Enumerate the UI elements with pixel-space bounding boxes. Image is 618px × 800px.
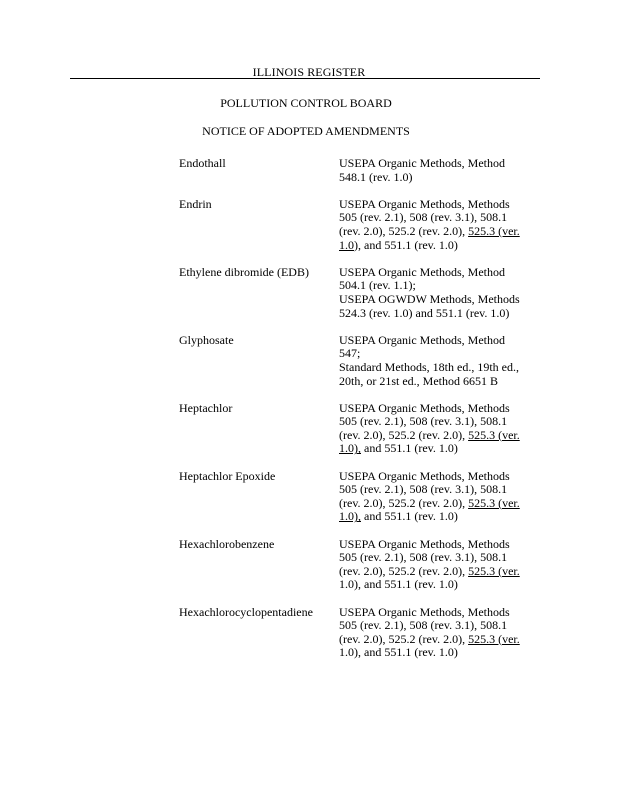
method-line bbox=[339, 157, 539, 171]
method-text: USEPA Organic Methods, Methods bbox=[339, 468, 510, 483]
amended-text: 525.3 (ver. bbox=[468, 223, 520, 238]
method-line bbox=[339, 470, 539, 484]
analytical-method bbox=[339, 538, 539, 592]
contaminant-name: Hexachlorocyclopentadiene bbox=[179, 604, 313, 619]
amended-text: 525.3 (ver. bbox=[468, 631, 520, 646]
method-line bbox=[339, 171, 539, 185]
method-text: 547; bbox=[339, 346, 361, 361]
method-line bbox=[339, 619, 539, 633]
header-divider bbox=[70, 78, 540, 79]
method-text: 505 (rev. 2.1), 508 (rev. 3.1), 508.1 bbox=[339, 482, 508, 497]
method-line bbox=[339, 266, 539, 280]
contaminant-name: Heptachlor bbox=[179, 400, 233, 415]
method-line bbox=[339, 279, 539, 293]
contaminant-method-list bbox=[179, 157, 539, 674]
method-line bbox=[339, 483, 539, 497]
method-line bbox=[339, 633, 539, 647]
analytical-method bbox=[339, 266, 539, 320]
amended-text: 525.3 (ver. bbox=[468, 563, 520, 578]
method-text: USEPA Organic Methods, Methods bbox=[339, 196, 510, 211]
method-line bbox=[339, 442, 539, 456]
contaminant-name: Glyphosate bbox=[179, 332, 234, 347]
method-text: USEPA Organic Methods, Methods bbox=[339, 536, 510, 551]
method-line bbox=[339, 578, 539, 592]
analytical-method bbox=[339, 334, 539, 388]
list-item bbox=[179, 538, 539, 592]
method-text: and 551.1 (rev. 1.0) bbox=[361, 237, 458, 252]
method-line bbox=[339, 646, 539, 660]
amended-text: 525.3 (ver. bbox=[468, 495, 520, 510]
method-line bbox=[339, 375, 539, 389]
method-text: 548.1 (rev. 1.0) bbox=[339, 169, 413, 184]
method-text: 1.0), and 551.1 (rev. 1.0) bbox=[339, 645, 458, 660]
list-item bbox=[179, 606, 539, 660]
method-line bbox=[339, 510, 539, 524]
method-line bbox=[339, 606, 539, 620]
method-line bbox=[339, 551, 539, 565]
method-text: (rev. 2.0), 525.2 (rev. 2.0), bbox=[339, 631, 469, 646]
method-text: (rev. 2.0), 525.2 (rev. 2.0), bbox=[339, 495, 469, 510]
analytical-method bbox=[339, 606, 539, 660]
contaminant-name: Hexachlorobenzene bbox=[179, 536, 275, 551]
method-text: USEPA Organic Methods, Method bbox=[339, 264, 506, 279]
amended-text: 525.3 (ver. bbox=[468, 427, 520, 442]
amended-text: 1.0), bbox=[339, 509, 361, 524]
method-text: 524.3 (rev. 1.0) and 551.1 (rev. 1.0) bbox=[339, 305, 510, 320]
method-text: and 551.1 (rev. 1.0) bbox=[361, 441, 458, 456]
method-text: 504.1 (rev. 1.1); bbox=[339, 278, 416, 293]
method-line bbox=[339, 429, 539, 443]
contaminant-name: Heptachlor Epoxide bbox=[179, 468, 276, 483]
method-text: USEPA Organic Methods, Method bbox=[339, 156, 506, 170]
method-text: USEPA OGWDW Methods, Methods bbox=[339, 291, 520, 306]
method-line bbox=[339, 415, 539, 429]
method-line bbox=[339, 307, 539, 321]
method-text: 505 (rev. 2.1), 508 (rev. 3.1), 508.1 bbox=[339, 210, 508, 225]
amended-text: 1.0), bbox=[339, 441, 361, 456]
list-item bbox=[179, 402, 539, 456]
analytical-method bbox=[339, 198, 539, 252]
method-text: Standard Methods, 18th ed., 19th ed., bbox=[339, 359, 519, 374]
method-line bbox=[339, 239, 539, 253]
method-line bbox=[339, 538, 539, 552]
method-text: 505 (rev. 2.1), 508 (rev. 3.1), 508.1 bbox=[339, 618, 508, 633]
amended-text: 1.0), bbox=[339, 237, 361, 252]
method-line bbox=[339, 361, 539, 375]
method-text: USEPA Organic Methods, Methods bbox=[339, 400, 510, 415]
method-text: 1.0), and 551.1 (rev. 1.0) bbox=[339, 577, 458, 592]
method-text: 505 (rev. 2.1), 508 (rev. 3.1), 508.1 bbox=[339, 550, 508, 565]
notice-title: NOTICE OF ADOPTED AMENDMENTS bbox=[202, 124, 410, 138]
method-text: USEPA Organic Methods, Methods bbox=[339, 604, 510, 619]
method-line bbox=[339, 497, 539, 511]
board-title: POLLUTION CONTROL BOARD bbox=[220, 96, 392, 110]
analytical-method bbox=[339, 157, 539, 184]
method-text: (rev. 2.0), 525.2 (rev. 2.0), bbox=[339, 427, 469, 442]
list-item bbox=[179, 157, 539, 184]
method-line bbox=[339, 565, 539, 579]
analytical-method bbox=[339, 470, 539, 524]
list-item bbox=[179, 198, 539, 252]
list-item bbox=[179, 334, 539, 388]
method-line bbox=[339, 293, 539, 307]
method-text: (rev. 2.0), 525.2 (rev. 2.0), bbox=[339, 223, 469, 238]
method-text: USEPA Organic Methods, Method bbox=[339, 332, 506, 347]
method-line bbox=[339, 225, 539, 239]
list-item bbox=[179, 266, 539, 320]
method-line bbox=[339, 334, 539, 348]
method-text: and 551.1 (rev. 1.0) bbox=[361, 509, 458, 524]
analytical-method bbox=[339, 402, 539, 456]
list-item bbox=[179, 470, 539, 524]
method-line bbox=[339, 211, 539, 225]
method-line bbox=[339, 198, 539, 212]
contaminant-name: Endothall bbox=[179, 156, 226, 170]
contaminant-name: Endrin bbox=[179, 196, 212, 211]
method-text: 505 (rev. 2.1), 508 (rev. 3.1), 508.1 bbox=[339, 414, 508, 429]
method-line bbox=[339, 347, 539, 361]
method-text: 20th, or 21st ed., Method 6651 B bbox=[339, 373, 498, 388]
register-title: ILLINOIS REGISTER bbox=[252, 65, 366, 79]
contaminant-name: Ethylene dibromide (EDB) bbox=[179, 264, 309, 279]
method-text: (rev. 2.0), 525.2 (rev. 2.0), bbox=[339, 563, 469, 578]
method-line bbox=[339, 402, 539, 416]
